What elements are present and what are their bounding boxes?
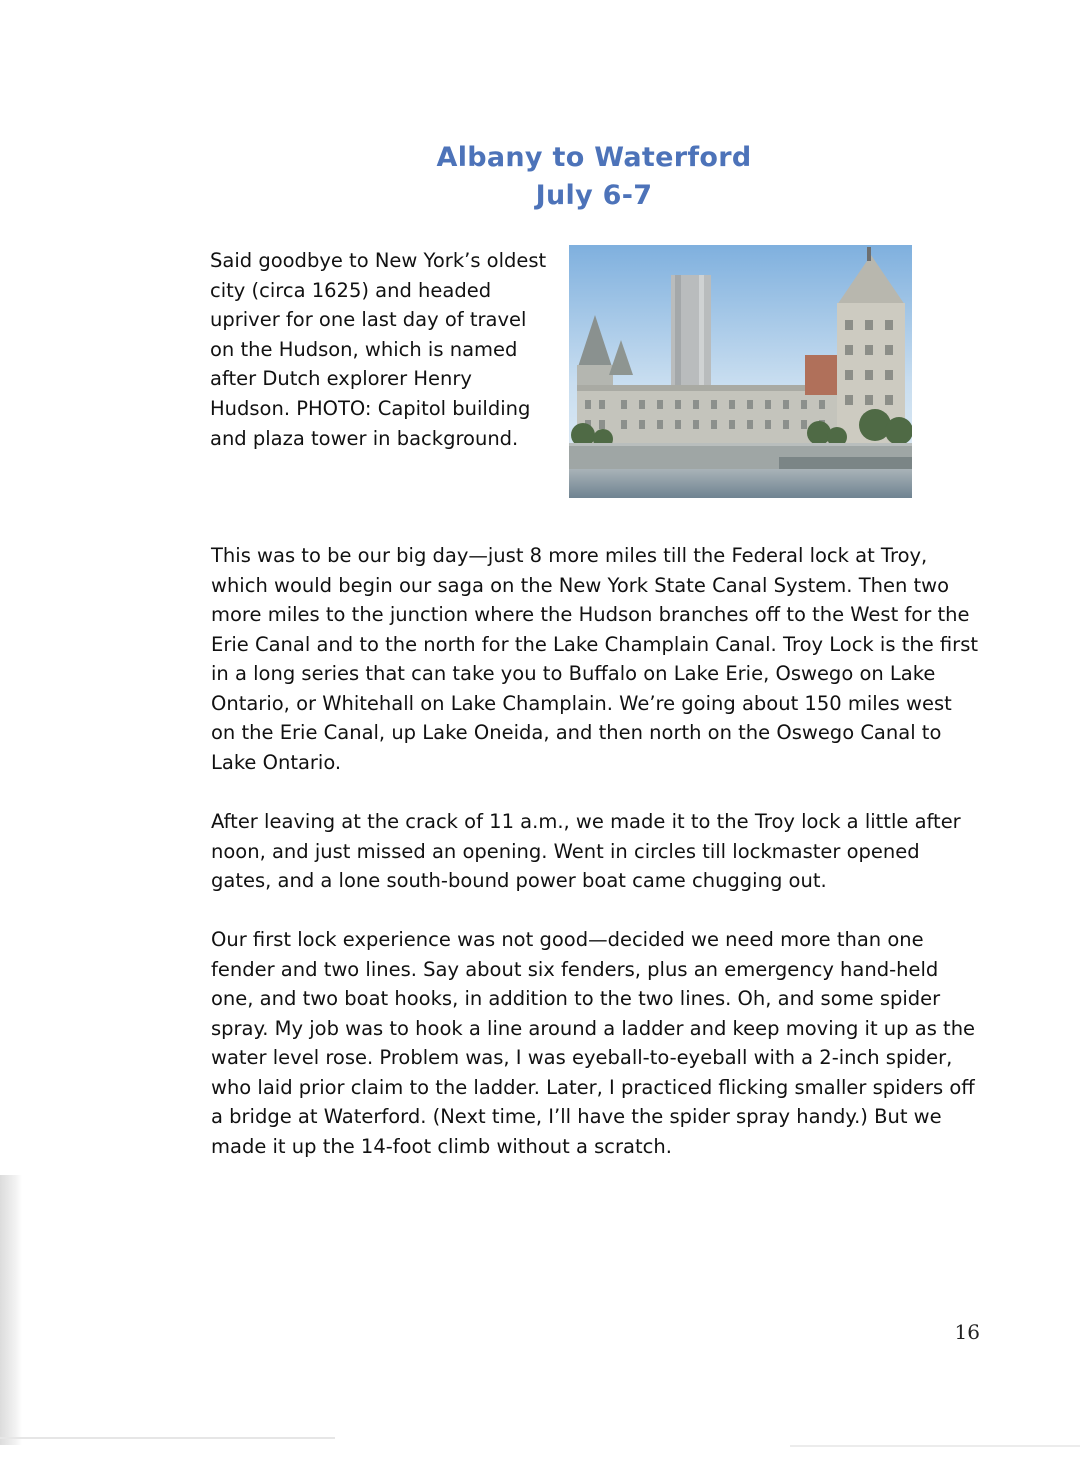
body-paragraph: After leaving at the crack of 11 a.m., we made it to the Troy lock a little after noon, and just missed an opening. Went in circles till lockmaster opened gates, and a lone south-bound power boat came chugging out. <box>211 810 961 892</box>
scan-artifact-line <box>0 1437 335 1439</box>
page-title: Albany to Waterford <box>436 142 752 173</box>
capitol-photo <box>569 245 912 498</box>
scan-shadow <box>0 1175 22 1445</box>
scan-artifact-line <box>790 1445 1080 1447</box>
body-paragraph: This was to be our big day—just 8 more miles till the Federal lock at Troy, which would begin our saga on the New York State Canal System. Then two more miles to the junction where the Hudson branches off to the West for the Erie Canal and to the north for the Lake Champlain Canal. Troy Lock is the first in a long series that can take you to Buffalo on Lake Erie, Oswego on Lake Ontario, or Whitehall on Lake Champlain. We’re going about 150 miles west on the Erie Canal, up Lake Oneida, and then north on the Oswego Canal to Lake Ontario. <box>211 544 979 774</box>
page-subtitle-date: July 6-7 <box>535 180 653 211</box>
page-number: 16 <box>954 1320 980 1344</box>
body-paragraph: Our first lock experience was not good—decided we need more than one fender and two lines. Say about six fenders, plus an emergency hand-held one, and two boat hooks, in addition to the two lines. Oh, and some spider spray. My job was to hook a line around a ladder and keep moving it up as the water level rose. Problem was, I was eyeball-to-eyeball with a 2-inch spider, who laid prior claim to the ladder. Later, I practiced flicking smaller spiders off a bridge at Waterford. (Next time, I’ll have the spider spray handy.) But we made it up the 14-foot climb without a scratch. <box>211 928 976 1158</box>
intro-text: Said goodbye to New York’s oldest city (circa 1625) and headed upriver for one last day of travel on the Hudson, which is named after Dutch explorer Henry Hudson. PHOTO: Capitol building and plaza tower in background. <box>210 249 547 450</box>
